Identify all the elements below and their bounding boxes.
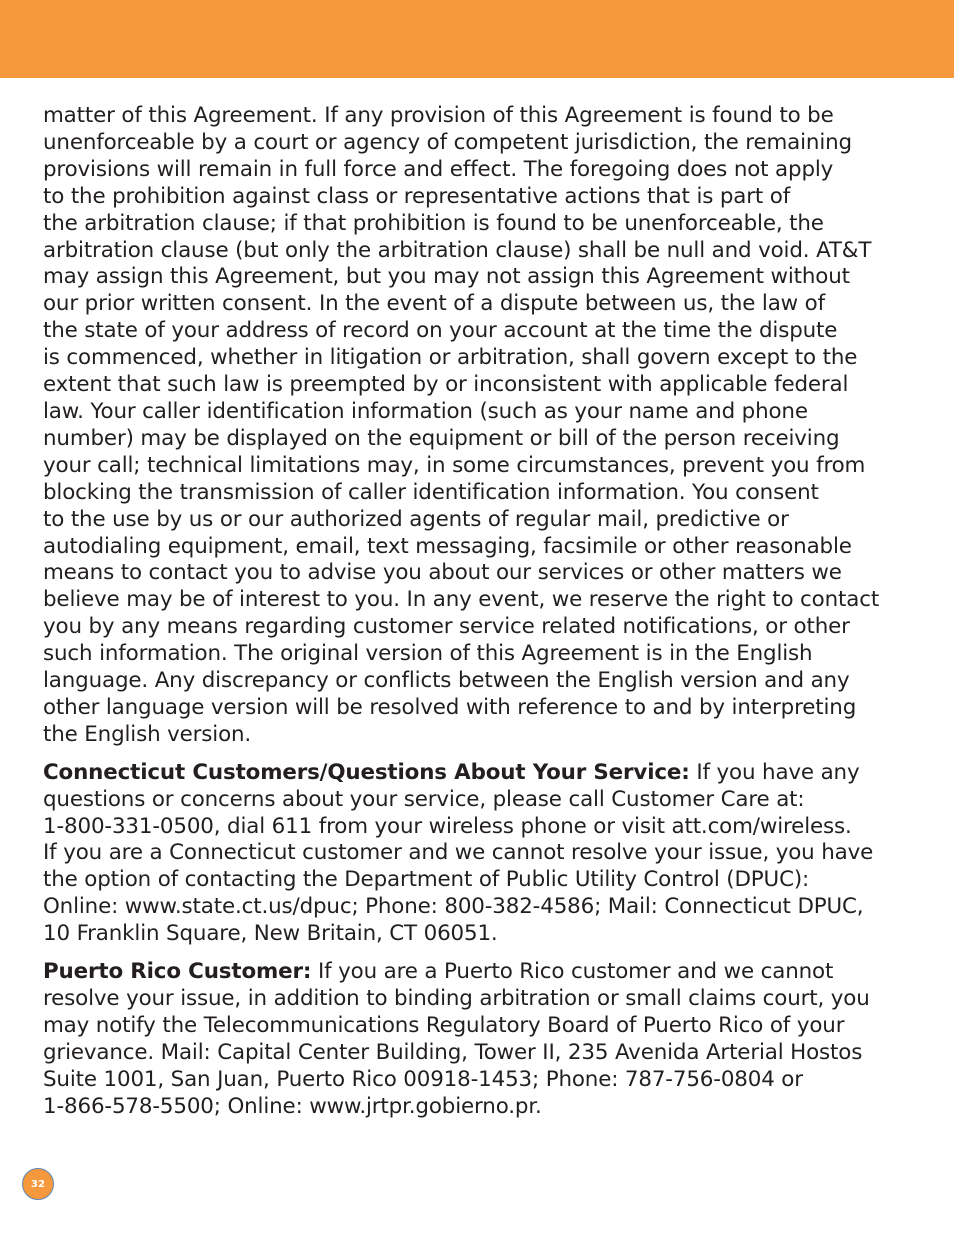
text-line: unenforceable by a court or agency of competent jurisdiction, the remaining: [43, 129, 852, 155]
text-line: blocking the transmission of caller identification information. You consent: [43, 479, 819, 505]
text-line: 1-866-578-5500; Online: www.jrtpr.gobierno.pr.: [43, 1093, 542, 1119]
text-line: If you are a Connecticut customer and we cannot resolve your issue, you have: [43, 840, 874, 866]
text-line: such information. The original version of this Agreement is in the English: [43, 641, 813, 667]
text-line: [43, 959, 909, 986]
text-line: other language version will be resolved with reference to and by interpreting: [43, 694, 857, 720]
text-line: means to contact you to advise you about our services or other matters we: [43, 560, 842, 586]
text-line: resolve your issue, in addition to binding arbitration or small claims court, you: [43, 986, 870, 1011]
text-line: 10 Franklin Square, New Britain, CT 06051.: [43, 921, 498, 947]
text-line: you by any means regarding customer service related notifications, or other: [43, 614, 850, 640]
text-line: is commenced, whether in litigation or arbitration, shall govern except to the: [43, 345, 858, 371]
text-line: may assign this Agreement, but you may not assign this Agreement without: [43, 264, 850, 290]
text-line: matter of this Agreement. If any provision of this Agreement is found to be: [43, 103, 834, 128]
connecticut-heading: Connecticut Customers/Questions About Your Service:: [43, 759, 690, 785]
text-line: [43, 760, 909, 787]
terms-paragraph: [43, 103, 909, 749]
text-line: believe may be of interest to you. In any event, we reserve the right to contact: [43, 587, 880, 613]
page-number-badge: [22, 1168, 54, 1200]
text-line: to the use by us or our authorized agents of regular mail, predictive or: [43, 506, 789, 532]
text-line: number) may be displayed on the equipment or bill of the person receiving: [43, 425, 840, 451]
document-body: [43, 103, 909, 1121]
text-line: language. Any discrepancy or conflicts between the English version and any: [43, 668, 850, 694]
header-bar: [0, 0, 954, 78]
text-line: the arbitration clause; if that prohibition is found to be unenforceable, the: [43, 210, 824, 236]
puerto-rico-heading: Puerto Rico Customer:: [43, 959, 312, 985]
connecticut-intro: If you have any: [689, 759, 860, 785]
text-line: provisions will remain in full force and effect. The foregoing does not apply: [43, 156, 834, 182]
text-line: the state of your address of record on your account at the time the dispute: [43, 318, 838, 344]
puerto-rico-paragraph: [43, 959, 909, 1120]
text-line: law. Your caller identification information (such as your name and phone: [43, 398, 808, 424]
text-line: the option of contacting the Department of Public Utility Control (DPUC):: [43, 867, 810, 893]
text-line: the English version.: [43, 721, 252, 747]
text-line: extent that such law is preempted by or inconsistent with applicable federal: [43, 372, 849, 398]
text-line: your call; technical limitations may, in some circumstances, prevent you from: [43, 452, 866, 478]
text-line: grievance. Mail: Capital Center Building, Tower II, 235 Avenida Arterial Hostos: [43, 1039, 863, 1065]
text-line: 1-800-331-0500, dial 611 from your wireless phone or visit att.com/wireless.: [43, 813, 852, 839]
text-line: our prior written consent. In the event of a dispute between us, the law of: [43, 291, 825, 317]
text-line: questions or concerns about your service, please call Customer Care at:: [43, 786, 805, 812]
text-line: may notify the Telecommunications Regulatory Board of Puerto Rico of your: [43, 1012, 845, 1038]
text-line: arbitration clause (but only the arbitration clause) shall be null and void. AT&T: [43, 237, 872, 263]
connecticut-paragraph: [43, 760, 909, 948]
text-line: autodialing equipment, email, text messaging, facsimile or other reasonable: [43, 533, 852, 559]
text-line: to the prohibition against class or representative actions that is part of: [43, 183, 791, 209]
text-line: Online: www.state.ct.us/dpuc; Phone: 800-382-4586; Mail: Connecticut DPUC,: [43, 894, 864, 920]
puerto-rico-intro: If you are a Puerto Rico customer and we cannot: [311, 959, 834, 985]
text-line: Suite 1001, San Juan, Puerto Rico 00918-1453; Phone: 787-756-0804 or: [43, 1066, 803, 1092]
page-number: 32: [31, 1178, 45, 1190]
